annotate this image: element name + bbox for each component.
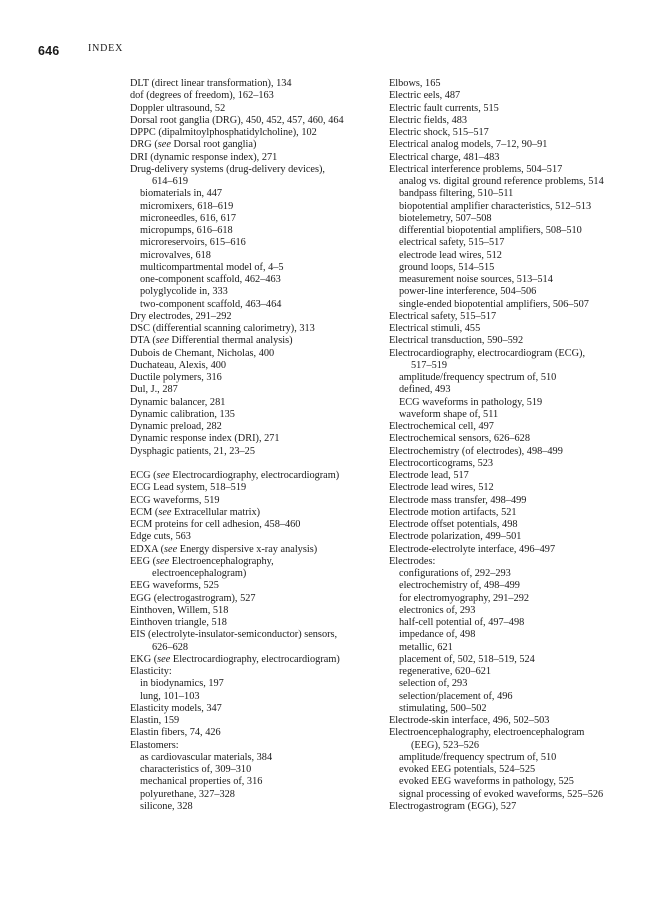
index-subentry: ECG waveforms in pathology, 519 xyxy=(399,396,543,408)
index-entry: Einthoven, Willem, 518 xyxy=(130,604,229,616)
index-subentry: polyglycolide in, 333 xyxy=(140,286,228,298)
index-subentry: evoked EEG potentials, 524–525 xyxy=(399,764,536,775)
index-entry: DRG (see Dorsal root ganglia) xyxy=(130,139,257,151)
index-subentry: regenerative, 620–621 xyxy=(399,666,492,677)
index-entry: Drug-delivery systems (drug-delivery devices), xyxy=(130,163,326,175)
index-subentry: lung, 101–103 xyxy=(140,690,200,702)
index-entry: Elasticity models, 347 xyxy=(130,702,222,714)
index-entry: Dynamic response index (DRI), 271 xyxy=(130,433,280,445)
index-entry: EEG (see Electroencephalography, xyxy=(130,555,274,567)
index-entry: Electrode-electrolyte interface, 496–497 xyxy=(389,543,556,555)
index-subentry: bandpass filtering, 510–511 xyxy=(399,188,514,200)
index-entry: ECM (see Extracellular matrix) xyxy=(130,506,261,518)
index-entry: EGG (electrogastrogram), 527 xyxy=(130,592,256,604)
index-entry-continuation: electroencephalogram) xyxy=(152,568,247,579)
index-entry: Electrochemical cell, 497 xyxy=(389,421,494,432)
index-entry: Electrode lead, 517 xyxy=(389,470,469,481)
index-subentry: one-component scaffold, 462–463 xyxy=(140,274,281,285)
index-subentry: silicone, 328 xyxy=(140,800,193,812)
index-subentry: micropumps, 616–618 xyxy=(140,225,233,236)
index-entry: Electrode-skin interface, 496, 502–503 xyxy=(389,715,550,726)
index-entry: Electrocorticograms, 523 xyxy=(389,457,494,469)
index-subentry: differential biopotential amplifiers, 508–510 xyxy=(399,225,582,236)
index-subentry: multicompartmental model of, 4–5 xyxy=(140,261,284,273)
index-subentry: biotelemetry, 507–508 xyxy=(399,212,492,224)
index-entry: Dry electrodes, 291–292 xyxy=(130,310,232,322)
index-entry: Electrochemistry (of electrodes), 498–499 xyxy=(389,445,563,457)
index-entry: Electroencephalography, electroencephalogram xyxy=(389,727,585,739)
index-entry: Electric shock, 515–517 xyxy=(389,127,489,138)
index-entry-continuation: 517–519 xyxy=(411,359,448,371)
index-subentry: defined, 493 xyxy=(399,384,451,396)
index-entry: DSC (differential scanning calorimetry), 313 xyxy=(130,323,315,334)
index-entry-continuation: 614–619 xyxy=(152,176,189,187)
index-entry: Elastin, 159 xyxy=(130,715,180,726)
index-subentry: evoked EEG waveforms in pathology, 525 xyxy=(399,776,574,788)
index-entry: Edge cuts, 563 xyxy=(130,531,191,543)
index-subentry: microreservoirs, 615–616 xyxy=(140,237,246,249)
index-subentry: biopotential amplifier characteristics, 512–513 xyxy=(399,200,592,212)
index-entry: ECM proteins for cell adhesion, 458–460 xyxy=(130,519,301,530)
index-entry: Ductile polymers, 316 xyxy=(130,372,222,383)
index-subentry: microvalves, 618 xyxy=(140,249,211,261)
index-entry: dof (degrees of freedom), 162–163 xyxy=(130,90,274,102)
index-entry: Electrode mass transfer, 498–499 xyxy=(389,494,527,506)
index-entry: Dynamic balancer, 281 xyxy=(130,396,226,408)
index-subentry: power-line interference, 504–506 xyxy=(399,286,537,298)
index-subentry: signal processing of evoked waveforms, 525–526 xyxy=(399,788,604,800)
index-entry: Electrode lead wires, 512 xyxy=(389,482,494,494)
index-entry: Electrode offset potentials, 498 xyxy=(389,519,518,530)
index-entry: Electrode motion artifacts, 521 xyxy=(389,506,517,518)
index-entry: ECG Lead system, 518–519 xyxy=(130,482,247,494)
index-entry: DRI (dynamic response index), 271 xyxy=(130,151,278,163)
index-subentry: in biodynamics, 197 xyxy=(140,678,224,690)
index-entry: Electric fault currents, 515 xyxy=(389,102,499,114)
running-head: INDEX xyxy=(88,43,124,54)
index-entry: Electrodes: xyxy=(389,555,436,567)
index-subentry: selection of, 293 xyxy=(399,678,468,690)
index-subentry: as cardiovascular materials, 384 xyxy=(140,751,273,763)
index-entry: Electrocardiography, electrocardiogram (ECG), xyxy=(389,347,586,359)
index-entry: Elastin fibers, 74, 426 xyxy=(130,727,221,739)
index-subentry: two-component scaffold, 463–464 xyxy=(140,298,282,310)
index-subentry: half-cell potential of, 497–498 xyxy=(399,617,525,628)
index-entry: DTA (see Differential thermal analysis) xyxy=(130,335,293,347)
index-subentry: ground loops, 514–515 xyxy=(399,261,495,273)
index-entry: EEG waveforms, 525 xyxy=(130,580,219,592)
index-subentry: single-ended biopotential amplifiers, 506–507 xyxy=(399,298,589,310)
index-entry: EDXA (see Energy dispersive x-ray analysis) xyxy=(130,543,318,555)
index-entry: ECG waveforms, 519 xyxy=(130,494,220,506)
page-header xyxy=(38,42,124,58)
index-entry: Electrochemical sensors, 626–628 xyxy=(389,433,530,445)
index-entry: Dorsal root ganglia (DRG), 450, 452, 457, 460, 464 xyxy=(130,114,344,126)
index-subentry: biomaterials in, 447 xyxy=(140,188,223,200)
index-subentry: mechanical properties of, 316 xyxy=(140,776,263,788)
index-entry: DPPC (dipalmitoylphosphatidylcholine), 102 xyxy=(130,127,317,138)
index-entry-continuation: (EEG), 523–526 xyxy=(411,739,480,751)
index-entry: ECG (see Electrocardiography, electrocardiogram) xyxy=(130,470,340,481)
index-entry: Electrical interference problems, 504–517 xyxy=(389,163,563,175)
index-entry: Electric eels, 487 xyxy=(389,90,461,102)
index-entry: DLT (direct linear transformation), 134 xyxy=(130,78,292,89)
index-entry: Electrode polarization, 499–501 xyxy=(389,531,522,543)
index-entry-continuation: 626–628 xyxy=(152,641,189,653)
index-subentry: characteristics of, 309–310 xyxy=(140,764,252,775)
index-entry: Duchateau, Alexis, 400 xyxy=(130,359,227,371)
index-entry: EKG (see Electrocardiography, electrocardiogram) xyxy=(130,653,340,665)
index-subentry: electrode lead wires, 512 xyxy=(399,249,502,261)
index-subentry: polyurethane, 327–328 xyxy=(140,788,235,800)
index-entry: Electrical charge, 481–483 xyxy=(389,151,500,163)
index-subentry: configurations of, 292–293 xyxy=(399,568,511,579)
index-entry: Dul, J., 287 xyxy=(130,384,178,396)
index-entry: Doppler ultrasound, 52 xyxy=(130,102,226,114)
index-subentry: analog vs. digital ground reference problems, 514 xyxy=(399,176,604,187)
index-entry: Dynamic preload, 282 xyxy=(130,421,222,432)
index-entry: Electrical safety, 515–517 xyxy=(389,310,497,322)
index-entry: Electrogastrogram (EGG), 527 xyxy=(389,800,517,812)
index-entry: Electrical transduction, 590–592 xyxy=(389,335,524,347)
index-subentry: microneedles, 616, 617 xyxy=(140,212,237,224)
index-subentry: stimulating, 500–502 xyxy=(399,702,487,714)
index-entry: Dysphagic patients, 21, 23–25 xyxy=(130,445,255,457)
index-subentry: electrochemistry of, 498–499 xyxy=(399,580,520,592)
index-subentry: placement of, 502, 518–519, 524 xyxy=(399,653,535,665)
index-subentry: impedance of, 498 xyxy=(399,629,476,641)
index-entry: Einthoven triangle, 518 xyxy=(130,617,227,628)
index-subentry: waveform shape of, 511 xyxy=(399,408,499,420)
index-subentry: measurement noise sources, 513–514 xyxy=(399,274,553,285)
index-entry: Electrical analog models, 7–12, 90–91 xyxy=(389,139,548,151)
index-subentry: for electromyography, 291–292 xyxy=(399,592,530,604)
page-number: 646 xyxy=(38,44,60,58)
index-entry: Dubois de Chemant, Nicholas, 400 xyxy=(130,347,275,359)
index-subentry: selection/placement of, 496 xyxy=(399,690,513,702)
index-entry: Electrical stimuli, 455 xyxy=(389,323,481,334)
index-subentry: amplitude/frequency spectrum of, 510 xyxy=(399,751,557,763)
index-entry: Dynamic calibration, 135 xyxy=(130,408,235,420)
index-subentry: electrical safety, 515–517 xyxy=(399,237,505,249)
index-column-right xyxy=(389,78,651,813)
index-subentry: electronics of, 293 xyxy=(399,604,476,616)
index-subentry: amplitude/frequency spectrum of, 510 xyxy=(399,372,557,383)
index-subentry: metallic, 621 xyxy=(399,641,453,653)
index-entry: Elasticity: xyxy=(130,666,172,677)
index-entry: Elbows, 165 xyxy=(389,78,441,89)
index-entry: EIS (electrolyte-insulator-semiconductor) sensors, xyxy=(130,629,338,641)
index-subentry: micromixers, 618–619 xyxy=(140,200,234,212)
index-entry: Electric fields, 483 xyxy=(389,114,468,126)
index-spacer xyxy=(130,458,370,470)
index-column-left xyxy=(130,78,370,813)
index-entry: Elastomers: xyxy=(130,739,179,751)
